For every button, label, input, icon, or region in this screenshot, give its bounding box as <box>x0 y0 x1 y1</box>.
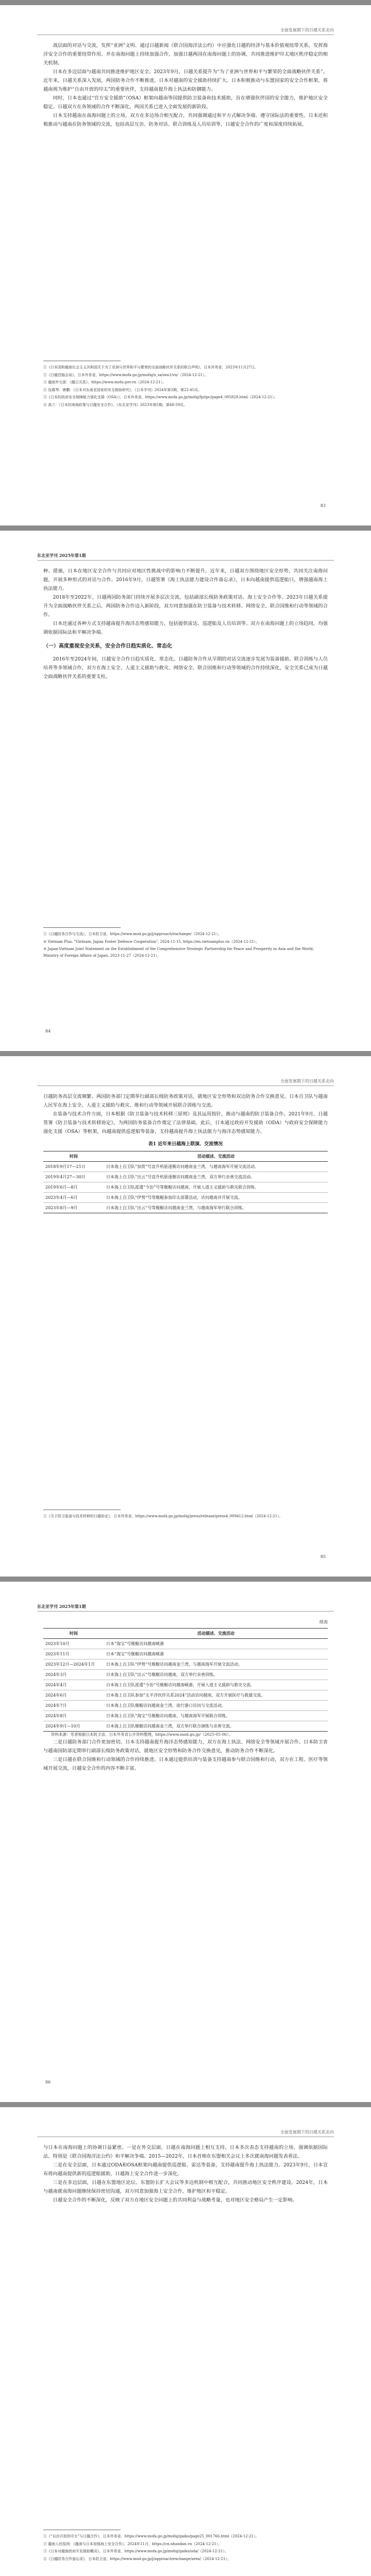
page-86 <box>0 1582 371 2102</box>
table-row <box>43 1680 328 1690</box>
page-body <box>43 567 328 681</box>
journal-title: 东北亚学刊 2025年第1期 <box>37 1604 86 1609</box>
table-cell-date: 2024年8月 <box>43 1711 104 1721</box>
table-cell-desc: 日本海上自卫队派遣“今治”号舰艇访问越南岘港，开展人道主义援助与救灾交流。 <box>104 1680 328 1690</box>
footnotes <box>43 927 328 960</box>
table-cell-date: 2024年7月 <box>43 1701 104 1711</box>
table-cell-date: 2019年4月27—30日 <box>43 1172 104 1182</box>
paragraph: 日本支持越南在南海问题上的立场，双方在多边场合相互配合，共同强调通过和平方式解决争端、遵守国际法的重要性。日本还积极推动与越南在防务领域的交流，包括高层互访、防务对话、联合训练及人员培训等，日越安全合作的广度和深度持续拓展。 <box>43 113 328 127</box>
table-cell-date: 2023年8月—9月 <box>43 1203 104 1213</box>
table-header: 时间 <box>43 1629 104 1639</box>
footnote: ②《日越首脑会谈》，日本外务省，https://www.mofa.go.jp/mofaj/s_sa/sea1/vn/（2024-12-21）。 <box>43 372 208 377</box>
paragraph: 种、措施，日本在地区安全合作与共同应对地区性挑战中的影响力不断提升。近年来，日越双方围绕地区安全形势，共同关注南海问题，开展多种形式的对话与合作。2016年9月，日越签署《海上执法能力建设合作备忘录》，日本向越南提供巡逻船只，增强越南海上执法能力。 <box>43 568 328 591</box>
page-body <box>43 1618 328 1773</box>
table-cell-desc: 日本海上自卫队“伊势”号等舰艇参加印太部署活动，访问越南并开展交流。 <box>104 1193 328 1203</box>
footnote: ①《日本国和越南社会主义共和国关于为了亚洲与世界和平与繁荣的全面战略伙伴关系的联合声明》，日本外务省，2023年11月27日。 <box>43 365 259 369</box>
table-cell-desc: 日本海上自卫队舰艇访问越南金兰湾，双方举行联合演练与亲善交流。 <box>104 1721 328 1732</box>
paragraph: 二是日越防务部门合作更加密切。日本支持越南提升海洋态势感知能力，双方在海上执法、网络安全等领域开展合作。日本防卫省与越南国防部定期举行副部长级防务政策对话，就地区安全形势和防务合作交换意见，推动防务合作不断深化。 <box>43 1739 328 1754</box>
table-header: 时间 <box>43 1151 104 1162</box>
table-cell-desc: 日本“海宝”号舰艇访问越南岘港 <box>104 1649 328 1659</box>
table-cell-date: 2024年9月—10月 <box>43 1721 104 1732</box>
table-header: 活动描述、交流活动 <box>104 1151 328 1162</box>
table-header: 活动描述、交流活动 <box>104 1629 328 1639</box>
page-number: 83 <box>320 503 326 508</box>
running-header <box>37 1077 334 1086</box>
running-title: 全面发展期下的日越关系走向 <box>280 1079 334 1083</box>
table-row <box>43 1649 328 1659</box>
table-row <box>43 1670 328 1680</box>
table-cell-date: 2024年3月 <box>43 1670 104 1680</box>
footnote: ③ Japan-Vietnam Joint Statement on the Establishment of the Comprehensive Strategic Partnership for Peace and Prosperity in Asia and the World, Ministry of Foreign Affairs of Japan, 2023-11-27（2024-12-21）。 <box>43 947 314 958</box>
page-85 <box>0 1056 371 1577</box>
paragraph: 战层面的对话与交流，发挥“亚洲”文明、通过日越新闻（联合国海洋法公约）中应强化日越的经济与基本价值观纽带关系，发挥海洋安全合作的重要纽带作用。并在南海问题上持续加强合作，加强日越两国在南海问题上的协调，共同推进维护印太地区秩序稳定的相关机制。 <box>43 43 328 66</box>
table-cell-desc: 日本海上自卫队“海宝”号舰艇访问越南，与越南海军开展联合训练。 <box>104 1711 328 1721</box>
table-row <box>43 1711 328 1721</box>
table-cell-date: 2024年4月 <box>43 1680 104 1690</box>
table-cell-desc: 日本海上自卫队“出云”号直升机驱逐舰访问越南金兰湾，双方举行亲善交流活动。 <box>104 1172 328 1182</box>
page-83 <box>0 5 371 526</box>
paragraph: 同时，日本也通过“官方安全援助”（OSA）框架向越南等国提供防卫装备和技术援助，旨在增强伙伴国的安全能力，维护地区安全稳定。日越双方在各领域的合作不断深化，两国关系已进入全面发展的新阶段。 <box>43 95 328 110</box>
running-title: 全面发展期下的日越关系走向 <box>280 28 334 32</box>
paragraph: 日本还通过各种方式支持越南提升海洋态势感知能力，包括提供雷达、巡逻船及人员培训等。双方在南海问题上的立场趋同，均强调依据国际法和平解决争端。 <box>43 621 328 635</box>
paragraph: 2018年至2022年，日越两国防务部门持续开展多层次交流，包括副部长级防务政策对话、海上安全合作等。2023年日越关系提升为全面战略伙伴关系之后，两国防务合作迈入新阶段，双方同意加强在防卫装备与技术转移、网络安全、联合国维和行动等领域的合作。 <box>43 595 328 618</box>
table-cell-desc: 日本海上自卫队“伊势”号舰艇访问越南金兰湾，与越南海军开展交流活动。 <box>104 1659 328 1670</box>
paragraph: 二是在安全层面，日本通过ODA和OSA框架向越南提供巡逻船、雷达等装备，支持越南提升海上执法能力。2023年9月，日本宣布将向越南提供新的巡逻船援助，日越海上安全合作进一步深化。 <box>43 2162 328 2177</box>
table-cell-desc: 日本海上自卫队“加贺”号直升机驱逐舰访问越南金兰湾，与越南海军开展交流活动。 <box>104 1162 328 1172</box>
running-title: 全面发展期下的日越关系走向 <box>280 2130 334 2134</box>
table-row <box>43 1639 328 1649</box>
footnote: ⑥ 高兰：《日本的南海政策与日越安全合作》，《东北亚学刊》2023年第5期，第48-59页。 <box>43 402 188 407</box>
table-cell-date: 2024年6月 <box>43 1690 104 1701</box>
footnote: ④《日越防务合作备忘录》，日本防卫省，https://www.mod.go.jp/j/approach/exchange/area/（2024-12-21）。 <box>43 2556 231 2561</box>
paragraph: 日越安全合作的不断深化，反映了双方在地区安全问题上的共同利益与战略考量，也对地区安全格局产生一定影响。 <box>53 2197 297 2203</box>
page-84 <box>0 531 371 1051</box>
table-cell-desc: 日本海上自卫队舰艇访问越南金兰湾，进行港口访问与交流活动。 <box>104 1701 328 1711</box>
page-number: 86 <box>45 2080 51 2084</box>
footnote: ①《日越防务合作与交流》，日本防卫省，https://www.mod.go.jp/j/approach/exchange/（2024-12-21）。 <box>43 932 222 936</box>
running-header <box>37 2128 334 2137</box>
paragraph: 三是日越在联合国维和行动领域的合作持续推进。日本通过提供培训与装备支持越南参与联合国维和行动，双方在工程、医疗等领域开展交流，日越安全合作的内容不断丰富。 <box>43 1757 328 1771</box>
section-heading: （一）高度重视安全关系，安全合作日趋实质化、常态化 <box>43 643 172 649</box>
footnotes <box>43 2530 328 2563</box>
footnote: ①《关于防卫装备与技术转移的日越协定》，日本外务省，https://www.mofa.go.jp/mofaj/press/release/press4_009412.html（2024-12-21）。 <box>43 1514 283 1518</box>
paragraph: 日越防务高层交流频繁。两国防务部门定期举行副部长级防务政策对话，就地区安全形势和双边防务合作交换意见。日本自卫队与越南人民军在海上安全、人道主义援助与救灾、维和行动等领域开展联合训练与交流。 <box>43 1094 328 1108</box>
footnote: ③ 越南外交部：《越日关系》，https://www.mofa.gov.vn（2024-12-21）。 <box>43 380 166 384</box>
page-number: 85 <box>320 1554 326 1559</box>
page-body <box>43 2143 328 2205</box>
journal-title: 东北亚学刊 2025年第1期 <box>37 553 86 558</box>
running-header <box>37 26 334 35</box>
footnotes <box>43 1510 328 1521</box>
data-table-continued <box>43 1628 328 1732</box>
data-table <box>43 1151 328 1213</box>
paragraph: 日本在多边层面与越南共同推进维护地区安全。2023年9月，日越关系提升为“为了亚洲与世界和平与繁荣的全面战略伙伴关系”。近年来，日越关系深入发展，两国防务合作不断推进，日本对越南的安全援助持续扩大。日本积极推动与东盟国家的安全合作框架，将越南视为维护“自由开放的印太”的重要伙伴，支持越南提升海上执法和防御能力。 <box>43 69 328 92</box>
footnotes <box>43 361 328 409</box>
table-cell-desc: 日本“海宝”号舰艇访问越南岘港 <box>104 1639 328 1649</box>
footnote: ② 越南人民报网：《越南与日本加强海上安全合作》，2024年11月，https://cn.nhandan.vn（2024-12-21）。 <box>43 2541 222 2546</box>
table-row <box>43 1182 328 1193</box>
table-row <box>43 1690 328 1701</box>
table-caption: 表1 近年来日越海上联演、交流情况 <box>148 1142 223 1147</box>
paragraph: 在装备与技术合作方面，日本根据《防卫装备与技术转移三原则》及其运用指针，推动与越南的防卫装备合作。2021年9月，日越签署《防卫装备与技术转移协定》，为两国防务装备合作奠定了法律基础。此后，日本通过政府开发援助（ODA）与政府安全保障能力强化支援（OSA）等框架，向越南提供巡逻船等装备，支持越南提升海上执法能力与海洋态势感知能力。 <box>43 1111 328 1134</box>
footnote: ② Vietnam Plus, "Vietnam, Japan Foster Defence Cooperation", 2024-11-15, https://en.vietnamplus.vn（2024-12-21）。 <box>43 939 260 944</box>
page-87 <box>0 2107 371 2576</box>
table-cell-date: 2023年12月—2024年1月 <box>43 1659 104 1670</box>
table-row <box>43 1172 328 1182</box>
footnote: ③《日本对越南政府开发援助概况》，日本外务省，https://www.mofa.go.jp/mofaj/gaiko/oda/（2024-12-21）。 <box>43 2549 228 2553</box>
table-cell-date: 2023年4月—6月 <box>43 1193 104 1203</box>
footnote: ①《“自由开放的印太”与日越合作》，日本外务省，https://www.mofa.go.jp/mofaj/gaiko/page25_001766.html（2024-12-21）。 <box>43 2534 259 2538</box>
table-row <box>43 1162 328 1172</box>
page-number: 84 <box>45 1029 51 1033</box>
table-row <box>43 1701 328 1711</box>
page-body <box>43 41 328 129</box>
footnote: ⑤《日本的政府安全保障能力强化支援（OSA）》，日本外务省，https://www.mofa.go.jp/mofaj/fp/ipc/page4_005828.html（2024-12-21）。 <box>43 395 278 399</box>
table-continued-label: 续表 <box>319 1620 328 1624</box>
page-body <box>43 1092 328 1213</box>
table-cell-date: 2023年11月 <box>43 1649 104 1659</box>
table-cell-date: 2018年9月17—21日 <box>43 1162 104 1172</box>
table-row <box>43 1203 328 1213</box>
table-cell-desc: 日本海上自卫队派遣“今治”号等舰艇访问越南，开展人道主义援助与救灾联合训练。 <box>104 1182 328 1193</box>
table-row <box>43 1721 328 1732</box>
paragraph: 与日本在南海问题上的协调日益紧密。一是在外交层面，日越在南海问题上相互支持。日本多次表态支持越南的立场，强调依据国际法、特别是《联合国海洋法公约》和平解决争端。2015—2022年，日本首相在东盟相关会议上多次就南海问题发表看法。 <box>43 2145 328 2159</box>
table-row <box>43 1659 328 1670</box>
table-cell-date: 2023年10月 <box>43 1639 104 1649</box>
running-header <box>37 1602 334 1612</box>
footnote: ④ 包霞琴、唐鹏：《日本对东南亚国家的安全援助研究》，《日本学刊》2024年第3期，第22-45页。 <box>43 387 202 392</box>
paragraph: 三是在多边层面，日越在东盟地区论坛、东盟防长扩大会议等多边机制中相互配合，共同推动地区安全秩序建设。2024年，日本与越南就南海问题继续保持密切沟通，双方同意加强海上安全合作，维护地区和平稳定。 <box>43 2180 328 2194</box>
table-source-note: 资料来源：笔者根据日本防卫省、日本外务省公开资料整理，https://www.mod.go.jp/（2025-05-06）。 <box>51 1732 233 1737</box>
table-cell-date: 2019年6月—8月 <box>43 1182 104 1193</box>
table-cell-desc: 日本海上自卫队“出云”号等舰艇访问越南金兰湾，与越南海军举行联合训练。 <box>104 1203 328 1213</box>
table-cell-desc: 日本海上自卫队参加“太平洋伙伴关系2024”活动访问越南，双方开展医疗与救援交流。 <box>104 1690 328 1701</box>
running-header <box>37 551 334 561</box>
table-cell-desc: 日本海上自卫队“出云”号舰艇访问越南，双方举行亲善训练。 <box>104 1670 328 1680</box>
paragraph: 2016年至2024年间，日越安全合作日趋实质化、常态化。日越防务合作从早期的对话交流逐步发展为装备援助、联合训练与人员培养等多领域合作，双方在海上安全、人道主义援助与救灾、网络安全、联合国维和行动等领域的合作持续深化，安全关系已成为日越全面战略伙伴关系的重要支柱。 <box>43 656 328 680</box>
table-row <box>43 1193 328 1203</box>
